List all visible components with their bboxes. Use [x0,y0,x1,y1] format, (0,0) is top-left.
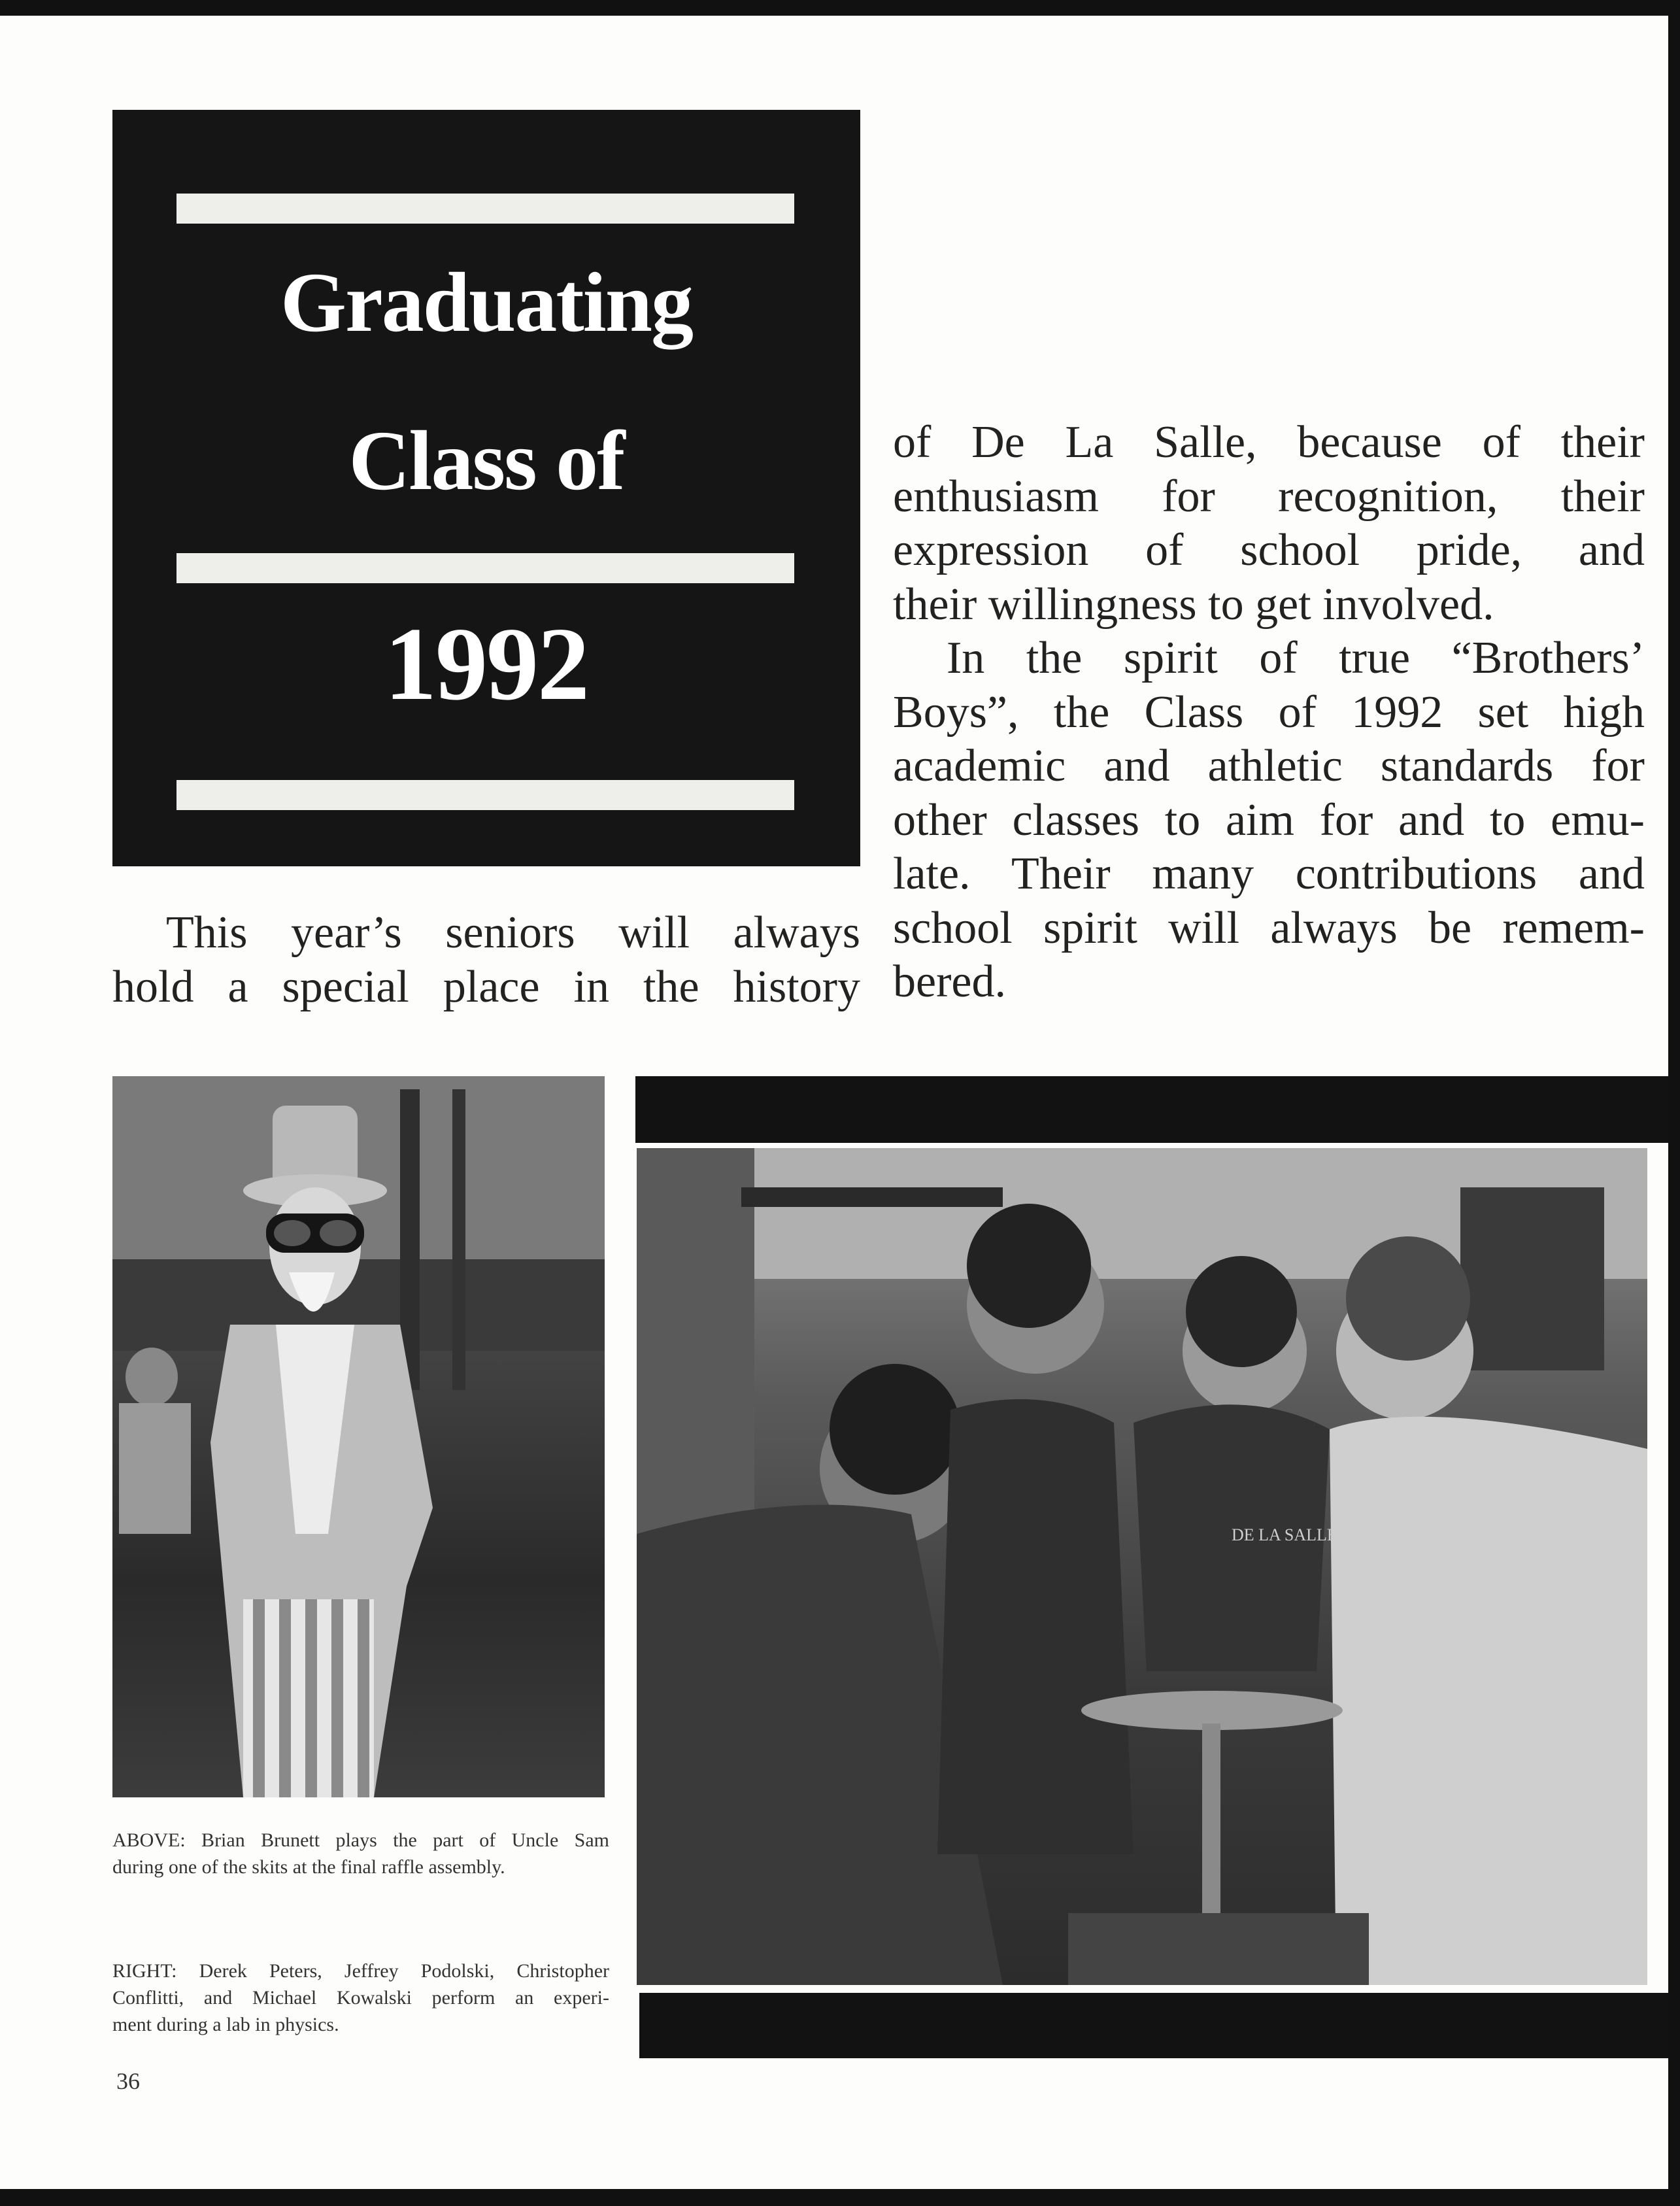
title-block [112,110,860,866]
caption-line: Conflitti, and Michael Kowalski perform an experi- [112,1987,609,2009]
caption-right [112,1958,609,2038]
photo-frame-bar-bottom [639,1993,1668,2058]
body-line: bered. [893,957,1006,1007]
body-text-right-column [893,416,1645,1010]
body-line: late. Their many contributions and [893,849,1645,899]
body-line: enthusiasm for recognition, their [893,471,1645,522]
caption-line: ment during a lab in physics. [112,2014,339,2035]
body-line: Boys”, the Class of 1992 set high [893,687,1645,738]
title-line-year: 1992 [384,605,588,722]
caption-above [112,1827,609,1880]
body-text-left-column [112,906,860,1014]
photo-physics-lab [637,1148,1647,1985]
title-line-graduating: Graduating [280,256,693,350]
body-line: of De La Salle, because of their [893,417,1645,467]
jersey-text: DE LA SALLE PILOTS [1232,1525,1400,1544]
body-line: In the spirit of true “Brothers’ [947,633,1645,683]
caption-line: ABOVE: Brian Brunett plays the part of Uncle Sam [112,1829,609,1851]
body-line: school spirit will always be remem- [893,902,1645,953]
physics-lab-illustration [637,1148,1647,1985]
title-rule-middle [176,553,794,583]
uncle-sam-illustration [112,1076,605,1797]
photo-frame-bar-top [635,1076,1668,1143]
title-line-class-of: Class of [348,414,624,508]
page-number: 36 [116,2068,140,2094]
body-line: expression of school pride, and [893,525,1645,575]
body-line: their willingness to get involved. [893,579,1494,630]
photo-uncle-sam [112,1076,605,1797]
body-line: This year’s seniors will always [166,908,860,958]
body-line: hold a special place in the history [112,961,860,1012]
body-line: other classes to aim for and to emu- [893,794,1645,845]
caption-line: RIGHT: Derek Peters, Jeffrey Podolski, Christopher [112,1960,609,1982]
title-rule-top [176,194,794,224]
caption-line: during one of the skits at the final raffle assembly. [112,1856,505,1878]
body-line: academic and athletic standards for [893,741,1645,791]
title-rule-bottom [176,780,794,810]
yearbook-page [0,16,1668,2189]
